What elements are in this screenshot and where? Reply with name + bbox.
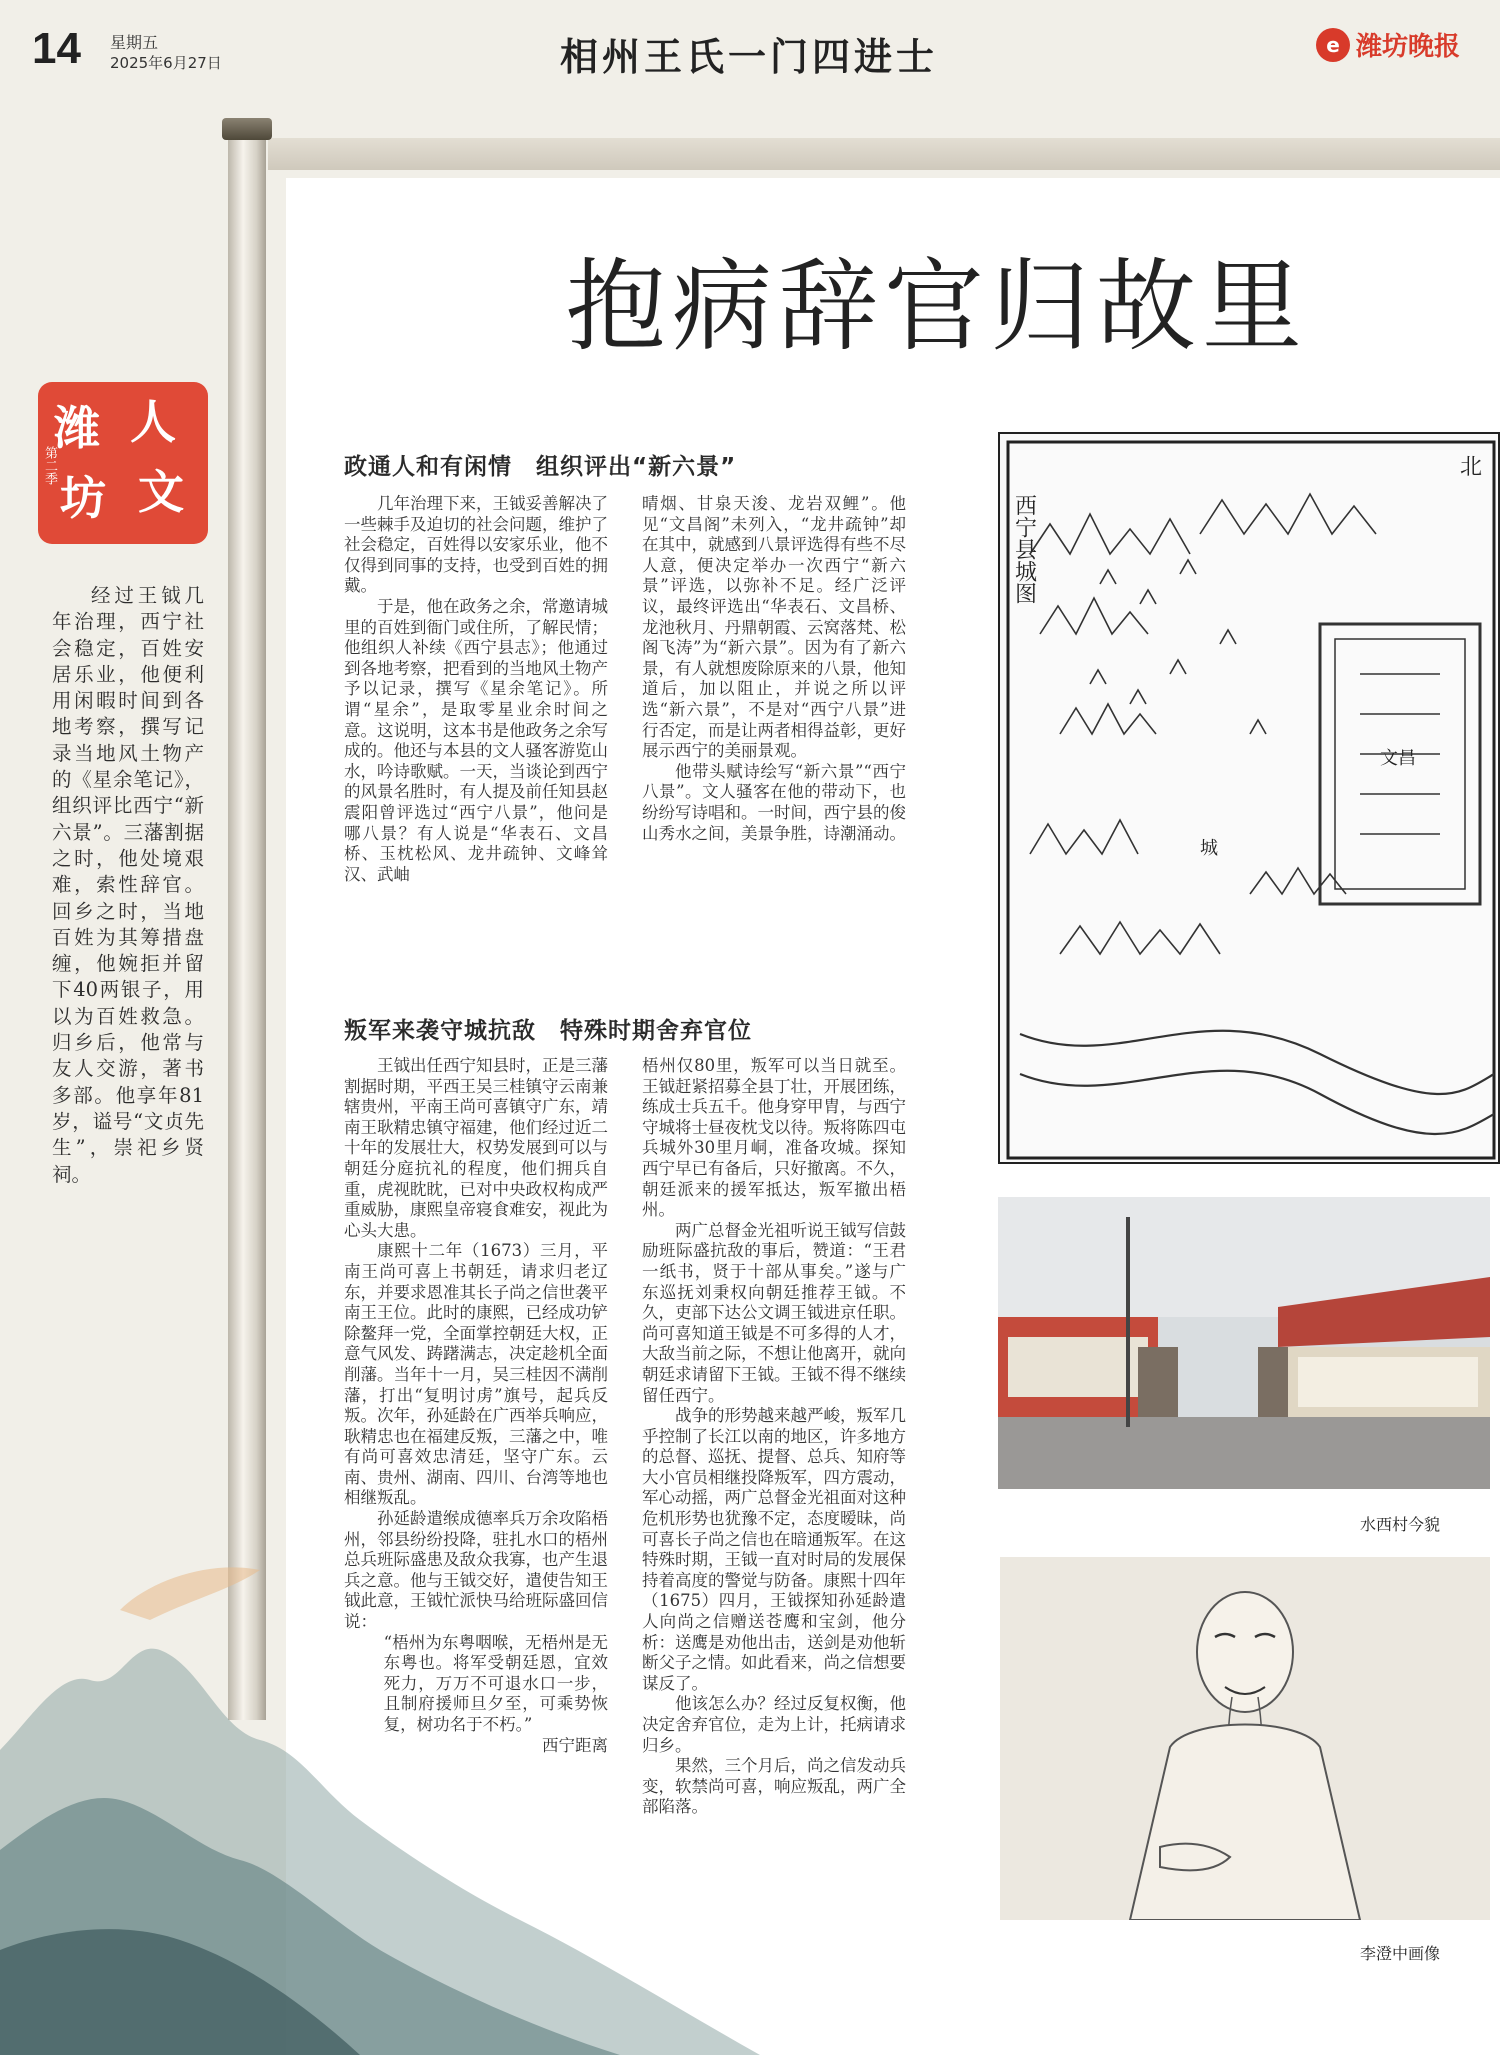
paragraph: 于是，他在政务之余，常邀请城里的百姓到衙门或住所，了解民情；他组织人补续《西宁县志》；他通过到各地考察，把看到的当地风土物产予以记录，撰写《星余笔记》。所谓“星余”，是取零星业余时间之意。这说明，这本书是他政务之余写成的。他还与本县的文人骚客游览山水，吟诗歌赋。一天，当谈论到西宁的风景名胜时，有人提及前任知县赵震阳曾评选过“西宁八景”，他问是哪八景？有人说是“华表石、文昌桥、玉枕松风、龙井疏钟、文峰耸汉、武岫 [344, 596, 608, 884]
paragraph: 两广总督金光祖听说王钺写信鼓励班际盛抗敌的事后，赞道：“王君一纸书，贤于十部从事矣。”遂与广东巡抚刘秉权向朝廷推荐王钺。不久，吏部下达公文调王钺进京任职。尚可喜知道王钺是不可多得的人才，大敌当前之际，不想让他离开，就向朝廷求请留下王钺。王钺不得不继续留任西宁。 [642, 1220, 906, 1405]
portrait-illustration [1000, 1557, 1490, 1920]
section1-col2 [642, 494, 906, 844]
quoted-letter: “梧州为东粤咽喉，无梧州是无东粤也。将军受朝廷恩，宜效死力，万万不可退水口一步，且制府援师旦夕至，可乘势恢复，树功名于不朽。” [383, 1632, 608, 1734]
paragraph: 晴烟、甘泉天浚、龙岩双鲤”。他见“文昌阁”未列入，“龙井疏钟”却在其中，就感到八景评选得有些不尽人意，便决定举办一次西宁“新六景”评选，以弥补不足。经广泛评议，最终评选出“华表石、文昌桥、龙池秋月、丹鼎朝霞、云窝落梵、松阁飞涛”为“新六景”。因为有了新六景，有人就想废除原来的八景，他知道后，加以阻止，并说之所以评选“新六景”，不是对“西宁八景”进行否定，而是让两者相得益彰，更好展示西宁的美丽景观。 [642, 494, 906, 761]
section2-heading: 叛军来袭守城抗敌 特殊时期舍弃官位 [344, 1018, 752, 1044]
seal-char: 文 [138, 465, 184, 519]
paragraph: 王钺出任西宁知县时，正是三藩割据时期，平西王吴三桂镇守云南兼辖贵州，平南王尚可喜镇守广东，靖南王耿精忠镇守福建，他们经过近二十年的发展壮大，权势发展到可以与朝廷分庭抗礼的程度，他们拥兵自重，虎视眈眈，已对中央政权构成严重威胁，康熙皇帝寝食难安，视此为心头大患。 [344, 1056, 608, 1240]
section1-heading: 政通人和有闲情 组织评出“新六景” [344, 454, 737, 480]
portrait-caption: 李澄中画像 [1360, 1944, 1441, 1963]
seal-season: 第二季 [42, 446, 57, 485]
village-photo-illustration [998, 1197, 1490, 1489]
map-north-label: 北 [1460, 455, 1483, 480]
page-header [0, 0, 1500, 86]
column-seal [38, 382, 208, 544]
weekday: 星期五 [110, 33, 159, 52]
scroll-rod [228, 120, 266, 1720]
county-map-image [998, 432, 1500, 1164]
seal-char: 潍 [54, 401, 100, 455]
newspaper-brand[interactable] [1316, 26, 1460, 63]
map-label: 城 [1200, 838, 1218, 859]
paragraph: 孙延龄遣缑成德率兵万余攻陷梧州，邻县纷纷投降，驻扎水口的梧州总兵班际盛患及敌众我寡，也产生退兵之意。他与王钺交好，遣使告知王钺此意，王钺忙派快马给班际盛回信说： [344, 1509, 608, 1632]
issue-date: 2025年6月27日 [110, 54, 222, 72]
scroll-top-edge [268, 138, 1500, 170]
section1-col1 [344, 494, 608, 885]
ink-mountain-decoration [0, 1490, 760, 2055]
paragraph: 果然，三个月后，尚之信发动兵变，软禁尚可喜，响应叛乱，两广全部陷落。 [642, 1756, 906, 1817]
paragraph: 战争的形势越来越严峻，叛军几乎控制了长江以南的地区，许多地方的总督、巡抚、提督、总兵、知府等大小官员相继投降叛军，四方震动，军心动摇，两广总督金光祖面对这种危机形势也犹豫不定，态度暧昧，尚可喜长子尚之信也在暗通叛军。在这特殊时期，王钺一直对时局的发展保持着高度的警觉与防备。康熙十四年（1675）四月，王钺探知孙延龄遣人向尚之信赠送苍鹰和宝剑，他分析：送鹰是劝他出击，送剑是劝他斩断父子之情。如此看来，尚之信想要谋反了。 [642, 1406, 906, 1693]
portrait-image [1000, 1557, 1490, 1920]
map-label: 文昌 [1380, 748, 1416, 769]
article-title: 抱病辞官归故里 [566, 248, 1308, 365]
paragraph: 康熙十二年（1673）三月，平南王尚可喜上书朝廷，请求归老辽东，并要求恩准其长子尚之信世袭平南王王位。此时的康熙，已经成功铲除鳌拜一党，全面掌控朝廷大权，正意气风发、踌躇满志，决定趁机全面削藩。当年十一月，吴三桂因不满削藩，打出“复明讨虏”旗号，起兵反叛。次年，孙延龄在广西举兵响应，耿精忠也在福建反叛，三藩之中，唯有尚可喜效忠清廷，坚守广东。云南、贵州、湖南、四川、台湾等地也相继叛乱。 [344, 1241, 608, 1508]
seal-char: 人 [130, 395, 176, 449]
photo-caption: 水西村今貌 [1360, 1515, 1441, 1534]
sidebar-summary: 经过王钺几年治理，西宁社会稳定，百姓安居乐业，他便利用闲暇时间到各地考察，撰写记录当地风土物产的《星余笔记》，组织评比西宁“新六景”。三藩割据之时，他处境艰难，索性辞官。回乡之时，当地百姓为其筹措盘缠，他婉拒并留下40两银子，用以为百姓救急。归乡后，他常与友人交游，著书多部。他享年81岁，谥号“文贞先生”，崇祀乡贤祠。 [52, 584, 204, 1186]
paragraph: 他该怎么办？经过反复权衡，他决定舍弃官位，走为上计，托病请求归乡。 [642, 1694, 906, 1755]
brand-name: 潍坊晚报 [1355, 32, 1460, 62]
brand-logo-icon: e [1316, 28, 1350, 62]
scroll-rod-cap [222, 118, 272, 140]
paragraph: 梧州仅80里，叛军可以当日就至。王钺赶紧招募全县丁壮，开展团练，练成士兵五千。他身穿甲胄，与西宁守城将士昼夜枕戈以待。叛将陈四屯兵城外30里月峒，准备攻城。探知西宁早已有备后，只好撤离。不久，朝廷派来的援军抵达，叛军撤出梧州。 [642, 1056, 906, 1220]
paragraph: 他带头赋诗绘写“新六景”“西宁八景”。文人骚客在他的带动下，也纷纷写诗唱和。一时间，西宁县的俊山秀水之间，美景争胜，诗潮涌动。 [642, 761, 906, 843]
map-title: 西宁县城图 [1011, 494, 1037, 604]
map-illustration [1000, 434, 1500, 1164]
page-number: 14 [32, 24, 81, 73]
section-title: 相州王氏一门四进士 [560, 35, 939, 79]
paragraph: 几年治理下来，王钺妥善解决了一些棘手及迫切的社会问题，维护了社会稳定，百姓得以安家乐业，他不仅得到同事的支持，也受到百姓的拥戴。 [344, 494, 608, 596]
paragraph: 西宁距离 [542, 1735, 608, 1755]
seal-char: 坊 [60, 471, 106, 525]
village-photo [998, 1197, 1490, 1489]
